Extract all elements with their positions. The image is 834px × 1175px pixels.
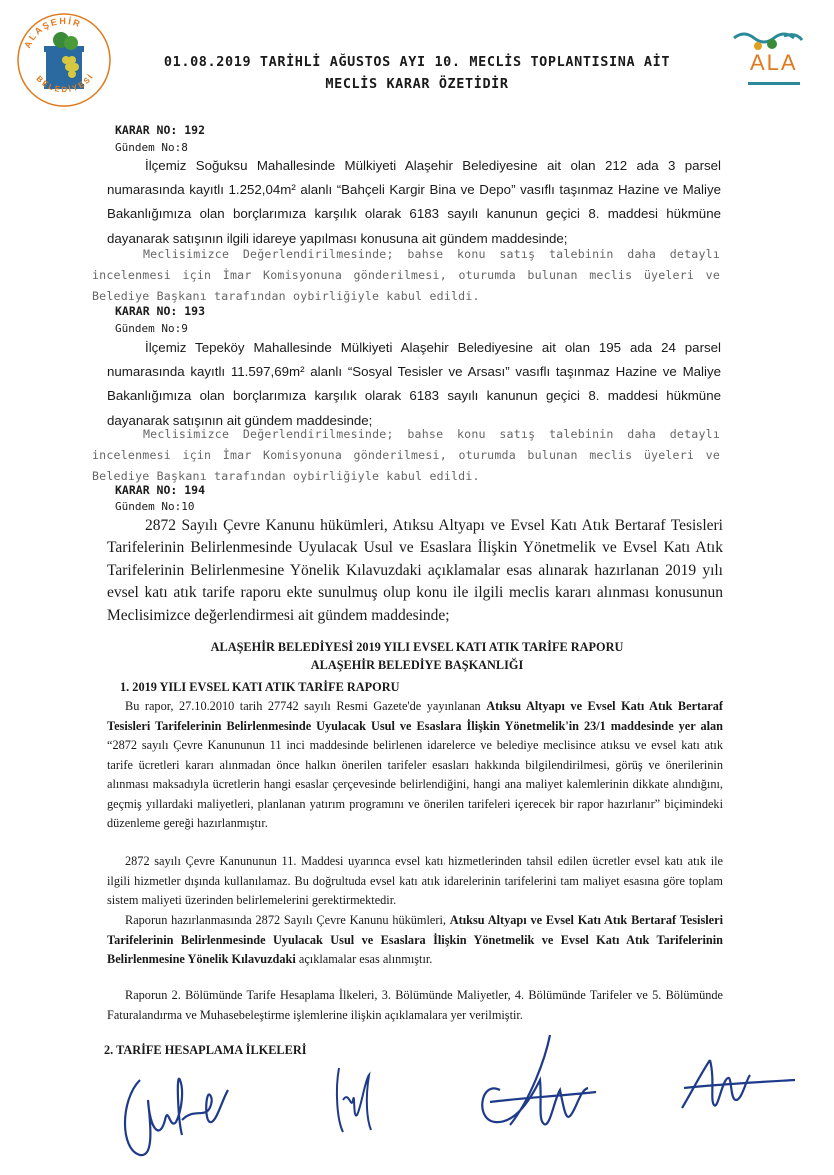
karar-no-193: KARAR NO: 193	[115, 304, 206, 318]
gundem-no-10: Gündem No:10	[115, 500, 195, 513]
p3-end: açıklamalar esas alınmıştır.	[295, 952, 433, 966]
agenda-text-194	[107, 515, 723, 627]
p1-bold: Atıksu Altyapı ve Evsel Katı Atık Bertaraf Tesisleri Tarifelerinin Belirlenmesinde Uyulacak Usul ve Esaslara İlişkin Yönetmelik'in 23/1 maddesinde yer alan	[107, 699, 723, 733]
report-paragraph-2: 2872 sayılı Çevre Kanununun 11. Maddesi uyarınca evsel katı hizmetlerinden tahsil edilen ücretler evsel katı atık ile ilgili hizmetler dışında kullanılamaz. Bu doğrultuda evsel katı atık idarelerinin tarifelerini tam maliyet esasına göre toplam sistem maliyeti üzerinden belirlemelerini gerektirmektedir.	[107, 854, 723, 907]
decision-text-193-content: Meclisimizce Değerlendirilmesinde; bahse konu satış talebinin daha detaylı incelenmesi için İmar Komisyonuna gönderilmesi, oturumda bulunan meclis üyeleri ve Belediye Başkanı tarafından oybirliğiyle kabul edildi.	[92, 427, 720, 483]
decision-text-192-content: Meclisimizce Değerlendirilmesinde; bahse konu satış talebinin daha detaylı incelenmesi için İmar Komisyonuna gönderilmesi, oturumda bulunan meclis üyeleri ve Belediye Başkanı tarafından oybirliğiyle kabul edildi.	[92, 247, 720, 303]
document-title-line1: 01.08.2019 TARİHLİ AĞUSTOS AYI 10. MECLİS TOPLANTISINA AİT	[163, 54, 671, 70]
report-paragraph-4: Raporun 2. Bölümünde Tarife Hesaplama İlkeleri, 3. Bölümünde Maliyetler, 4. Bölümünde Tarifeler ve 5. Bölümünde Faturalandırma ve Muhasebeleştirme işlemlerine ilişkin açıklamalara yer verilmiştir.	[107, 988, 723, 1022]
agenda-text-193-content: İlçemiz Tepeköy Mahallesinde Mülkiyeti Alaşehir Belediyesine ait olan 195 ada 24 parsel numarasında kayıtlı 11.597,69m² alanlı “Sosyal Tesisler ve Arsası” vasıflı taşınmaz Hazine ve Maliye Bakanlığımıza olan borçlarımıza karşılık olarak 6183 sayılı kanunun geçici 8. maddesi hükmüne dayanarak satışının ait gündem maddesinde;	[107, 340, 721, 428]
report-subheading: ALAŞEHİR BELEDİYE BAŞKANLIĞI	[310, 658, 524, 672]
p1-intro: Bu rapor, 27.10.2010 tarih 27742 sayılı Resmi Gazete'de yayınlanan	[125, 699, 487, 713]
signature-1	[110, 1060, 240, 1170]
decision-text-192	[92, 244, 720, 307]
karar-no-194: KARAR NO: 194	[115, 483, 206, 497]
svg-text:BELEDİYESİ: BELEDİYESİ	[34, 71, 96, 95]
karar-no-192: KARAR NO: 192	[115, 123, 206, 137]
right-logo-text: ALA	[750, 50, 798, 75]
report-paragraph-3	[107, 911, 723, 970]
signature-3	[470, 1030, 600, 1140]
signature-2	[325, 1060, 385, 1140]
p3-intro: Raporun hazırlanmasında 2872 Sayılı Çevre Kanunu hükümleri,	[125, 913, 450, 927]
agenda-text-193	[107, 336, 721, 433]
gundem-no-9: Gündem No:9	[115, 322, 188, 335]
p3-bold: Atıksu Altyapı ve Evsel Katı Atık Bertaraf Tesisleri Tarifelerinin Belirlenmesinde Uyulacak Usul ve Esaslara İlişkin Yönetmelik ve Evsel Katı Atık Tarifelerinin Belirlenmesine Yönelik Kılavuzdaki	[107, 913, 723, 966]
signature-4	[670, 1050, 800, 1120]
document-title-line2: MECLİS KARAR ÖZETİDİR	[325, 76, 509, 92]
agenda-text-194-content: 2872 Sayılı Çevre Kanunu hükümleri, Atıksu Altyapı ve Evsel Katı Atık Bertaraf Tesisleri Tarifelerinin Belirlenmesinde Uyulacak Usul ve Esaslara İlişkin Yönetmelik ve Evsel Katı Atık Tarifelerinin Belirlenmesine Yönelik Kılavuzdaki açıklamalar esas alınarak hazırlanan 2019 yılı evsel katı atık tarife raporu ekte sunulmuş olup konu ile ilgili meclis kararı alınması konusunun Meclisimizce değerlendirmesi ait gündem maddesinde;	[107, 517, 723, 624]
agenda-text-192	[107, 154, 721, 251]
report-paragraph-1	[107, 697, 723, 834]
section-1-heading: 1. 2019 YILI EVSEL KATI ATIK TARİFE RAPORU	[120, 680, 400, 694]
section-2-heading: 2. TARİFE HESAPLAMA İLKELERİ	[104, 1043, 307, 1057]
report-heading: ALAŞEHİR BELEDİYESİ 2019 YILI EVSEL KATI ATIK TARİFE RAPORU	[210, 640, 624, 654]
svg-text:ALAŞEHİR: ALAŞEHİR	[22, 15, 84, 50]
decision-text-193	[92, 424, 720, 487]
agenda-text-192-content: İlçemiz Soğuksu Mahallesinde Mülkiyeti Alaşehir Belediyesine ait olan 212 ada 3 parsel numarasında kayıtlı 1.252,04m² alanlı “Bahçeli Kargir Bina ve Depo” vasıflı taşınmaz Hazine ve Maliye Bakanlığımıza olan borçlarımıza karşılık olarak 6183 sayılı kanunun geçici 8. maddesi hükmüne dayanarak satışının ilgili idareye yapılması konusuna ait gündem maddesinde;	[107, 158, 721, 246]
gundem-no-8: Gündem No:8	[115, 141, 188, 154]
p1-quote: “2872 sayılı Çevre Kanununun 11 inci maddesinde belirlenen idarelerce ve belediye meclisince atıksu ve evsel katı atık tarife ücretleri kararı alınmadan önce halkın önerilen tarifeler esasları hakkında bilgilendirilmesi, görüş ve önerilerinin alınması maksadıyla ücretlerin hangi esaslar çerçevesinde belirlendiğini, hangi ana maliyet kalemlerinin dikkate alındığını, geçmiş yıllardaki maliyetleri, planlanan yatırım programını ve önerilen tarifeleri içerecek bir rapor hazırlanır” biçimindeki düzenleme gereği hazırlanmıştır.	[107, 738, 723, 830]
